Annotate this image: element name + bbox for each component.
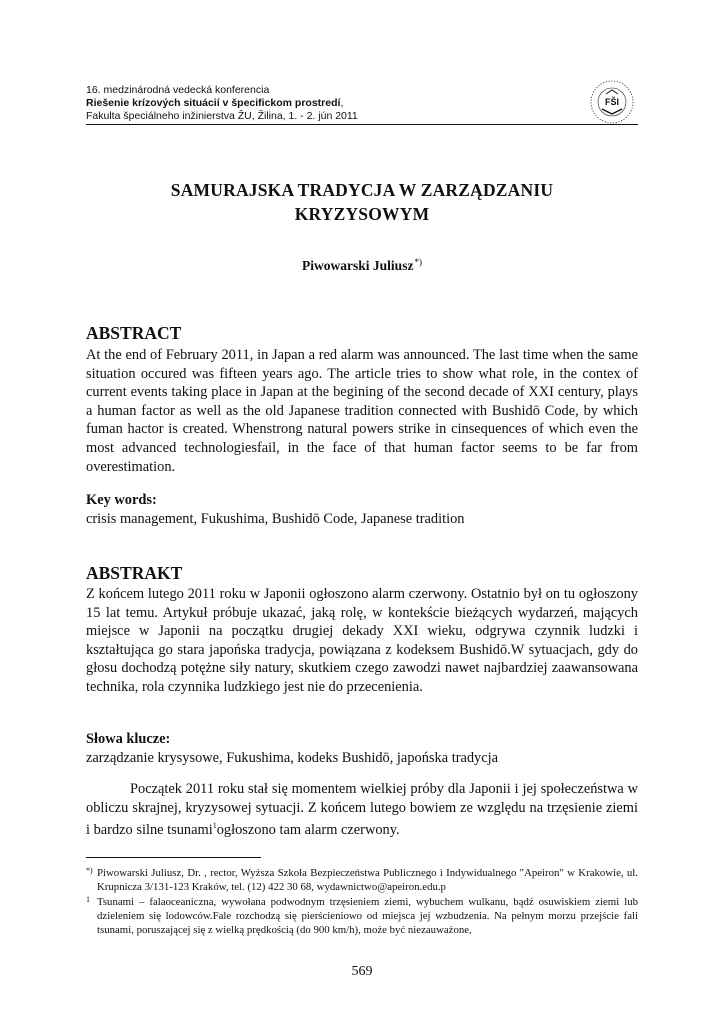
footnote-author — [86, 866, 638, 894]
author-footnote-mark: *) — [414, 257, 422, 267]
keywords-heading: Key words: — [86, 492, 157, 508]
conference-theme-line: Riešenie krízových situácií v špecifickom prostredí, — [86, 97, 344, 109]
title-line-1: SAMURAJSKA TRADYCJA W ZARZĄDZANIU — [170, 180, 554, 200]
footnote-mark: 1 — [86, 895, 90, 904]
paper-title — [86, 178, 638, 226]
abstrakt-heading: ABSTRAKT — [86, 563, 183, 583]
body-text-end: ogłoszono tam alarm czerwony. — [216, 822, 400, 839]
footnote-tsunami — [86, 895, 638, 938]
footnote-mark: *) — [86, 866, 93, 875]
slowa-klucze-heading: Słowa klucze: — [86, 731, 171, 747]
author-line — [86, 257, 638, 274]
abstract-text: At the end of February 2011, in Japan a red alarm was announced. The last time when the same situation occured was fifteen years ago. The article tries to show what role, in the contex of current events taking place in Japan at the begining of the second decade of XXI century, plays a human factor as well as the old Japanese tradition connected with Bushidō Code, by which fuman hactor is created. Whenstrong natural powers strike in cinsequences of which even the most advanced technologiesfail, in the face of that human factor seems to be far from overestimation. — [86, 347, 638, 475]
conference-info — [86, 84, 638, 123]
conference-header — [86, 84, 638, 124]
footnote-ref-1: 1 — [212, 821, 217, 831]
slowa-klucze-text: zarządzanie krysysowe, Fukushima, kodeks Bushidō, japońska tradycja — [86, 750, 499, 766]
conference-venue-line: Fakulta špeciálneho inžinierstva ŽU, Žilina, 1. - 2. jún 2011 — [86, 110, 358, 122]
fsi-logo-icon — [588, 78, 636, 126]
body-text-start: Początek 2011 roku stał się momentem wielkiej próby dla Japonii i jej społeczeństwa w obliczu skrajnej, kryzysowej sytuacji. Z końcem lutego bowiem ze względu na trzęsienie ziemi i bardzo silne tsunami — [86, 781, 638, 839]
footnote-text: Piwowarski Juliusz, Dr. , rector, Wyższa Szkoła Bezpieczeństwa Publicznego i Indywidualnego "Apeiron" w Krakowie, ul. Krupnicza 3/131-123 Kraków, tel. (12) 422 30 68, wydawnictwo@apeiron.edu.p — [97, 867, 638, 894]
logo-text: FŠI — [604, 97, 620, 107]
header-divider — [86, 124, 638, 125]
keywords-text: crisis management, Fukushima, Bushidō Code, Japanese tradition — [86, 511, 465, 527]
conference-title-line: 16. medzinárodná vedecká konferencia — [86, 84, 270, 96]
author-name: Piwowarski Juliusz — [302, 258, 414, 273]
abstrakt-text: Z końcem lutego 2011 roku w Japonii ogłoszono alarm czerwony. Ostatnio był on tu ogłoszony 15 lat temu. Artykuł próbuje ukazać, jaką rolę, w kontekście bieżących wydarzeń, mających miejsce w Japonii na początku drugiej dekady XXI wieku, odgrywa czynnik ludzki i kształtująca go stara japońska tradycja, powiązana z kodeksem Bushidō.W sytuacjach, gdy do głosu dochodzą potężne siły natury, skutkiem czego zawodzi nawet najbardziej zaawansowana technika, rola czynnika ludzkiego jest nie do przecenienia. — [86, 586, 638, 695]
abstract-heading: ABSTRACT — [86, 323, 182, 343]
footnote-divider — [86, 857, 261, 858]
footnote-text: Tsunami – falaoceaniczna, wywołana podwodnym trzęsieniem ziemi, wybuchem wulkanu, bądź osuwiskiem ziemi lub dzieleniem się lodowców.Fale rozchodzą się pierścieniowo od miejsca jej wzbudzenia. Na pełnym morzu przejście fali tsunami, poruszającej się z wielką prędkością (do 900 km/h), może być niezauważone, — [97, 896, 638, 937]
title-line-2: KRYZYSOWYM — [294, 204, 430, 224]
page-number: 569 — [351, 964, 373, 979]
body-paragraph — [86, 780, 638, 840]
